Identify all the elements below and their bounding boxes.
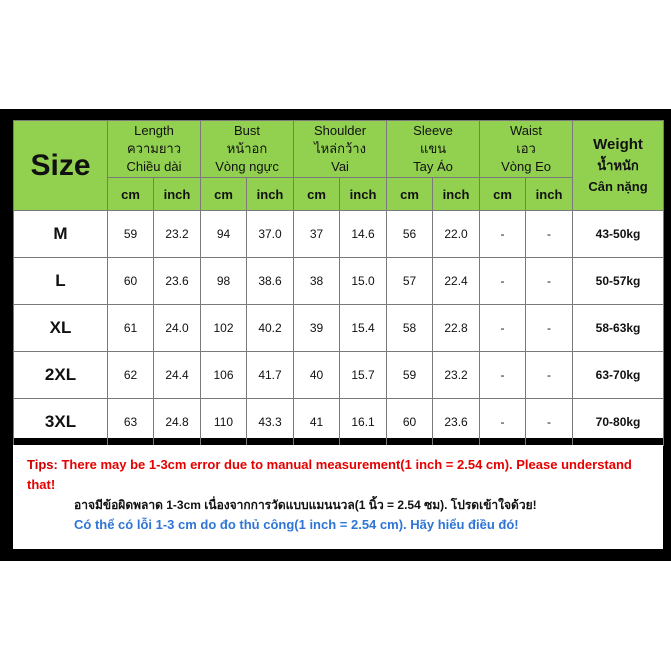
table-row <box>14 211 664 258</box>
measurement-cell: - <box>526 399 573 446</box>
measure-group-header <box>480 121 573 178</box>
measurement-cell: 41.7 <box>247 352 294 399</box>
measure-group-header <box>294 121 387 178</box>
measure-group-th: แขน <box>419 141 447 156</box>
measurement-cell: 14.6 <box>340 211 387 258</box>
measure-group-vi: Vòng ngực <box>215 159 279 174</box>
weight-cell: 43-50kg <box>573 211 664 258</box>
unit-cm-header: cm <box>387 178 433 211</box>
measurement-cell: - <box>480 258 526 305</box>
measurement-cell: 40.2 <box>247 305 294 352</box>
size-chart-table <box>13 120 664 446</box>
measurement-cell: 110 <box>201 399 247 446</box>
measurement-cell: 23.2 <box>433 352 480 399</box>
unit-cm-header: cm <box>294 178 340 211</box>
unit-inch-header: inch <box>340 178 387 211</box>
size-cell: 2XL <box>14 352 108 399</box>
measurement-cell: 23.6 <box>154 258 201 305</box>
tips-label: Tips: <box>27 457 58 472</box>
measurement-cell: 22.8 <box>433 305 480 352</box>
size-cell: XL <box>14 305 108 352</box>
measurement-cell: 98 <box>201 258 247 305</box>
weight-cell: 58-63kg <box>573 305 664 352</box>
measurement-cell: 62 <box>108 352 154 399</box>
tips-english-text: There may be 1-3cm error due to manual measurement(1 inch = 2.54 cm). Please understand that! <box>27 457 632 492</box>
measurement-cell: 37.0 <box>247 211 294 258</box>
measurement-cell: 22.4 <box>433 258 480 305</box>
measurement-cell: 39 <box>294 305 340 352</box>
size-cell: 3XL <box>14 399 108 446</box>
measure-group-th: ไหล่กว้าง <box>314 141 366 156</box>
measure-group-th: หน้าอก <box>226 141 268 156</box>
tips-english-line <box>27 455 649 495</box>
measurement-cell: 59 <box>108 211 154 258</box>
size-cell: M <box>14 211 108 258</box>
measurement-cell: 16.1 <box>340 399 387 446</box>
measurement-cell: 59 <box>387 352 433 399</box>
unit-inch-header: inch <box>154 178 201 211</box>
unit-inch-header: inch <box>247 178 294 211</box>
measurement-cell: 40 <box>294 352 340 399</box>
measure-group-en: Sleeve <box>413 123 453 138</box>
measurement-cell: - <box>480 305 526 352</box>
size-cell: L <box>14 258 108 305</box>
measurement-cell: 24.4 <box>154 352 201 399</box>
weight-header-en: Weight <box>593 136 643 153</box>
measurement-cell: 15.4 <box>340 305 387 352</box>
size-chart-sheet <box>13 120 663 438</box>
measure-group-vi: Tay Áo <box>413 159 453 174</box>
header-row-units <box>14 178 664 211</box>
measure-group-header <box>108 121 201 178</box>
measurement-cell: 58 <box>387 305 433 352</box>
weight-cell: 70-80kg <box>573 399 664 446</box>
weight-header-th: น้ำหนัก <box>597 158 639 173</box>
measurement-cell: 24.8 <box>154 399 201 446</box>
unit-cm-header: cm <box>480 178 526 211</box>
tips-vietnamese-text: Có thể có lỗi 1-3 cm do đo thủ công(1 inch = 2.54 cm). Hãy hiểu điều đó! <box>74 517 519 532</box>
measurement-cell: 23.6 <box>433 399 480 446</box>
measurement-cell: 15.7 <box>340 352 387 399</box>
measurement-cell: 23.2 <box>154 211 201 258</box>
size-column-header: Size <box>14 121 108 211</box>
measurement-cell: - <box>480 211 526 258</box>
measurement-cell: 94 <box>201 211 247 258</box>
weight-cell: 50-57kg <box>573 258 664 305</box>
table-row <box>14 352 664 399</box>
table-row <box>14 258 664 305</box>
tips-thai-text: อาจมีข้อผิดพลาด 1-3cm เนื่องจากการวัดแบบแมนนวล(1 นิ้ว = 2.54 ซม). โปรดเข้าใจด้วย! <box>74 498 537 512</box>
unit-inch-header: inch <box>526 178 573 211</box>
header-row-groups <box>14 121 664 178</box>
measure-group-en: Bust <box>234 123 261 138</box>
measure-group-en: Waist <box>510 123 543 138</box>
measurement-cell: 24.0 <box>154 305 201 352</box>
measurement-cell: 60 <box>108 258 154 305</box>
measurement-cell: 38.6 <box>247 258 294 305</box>
measure-group-th: ความยาว <box>126 141 182 156</box>
measurement-cell: 38 <box>294 258 340 305</box>
measurement-cell: - <box>480 352 526 399</box>
table-row <box>14 305 664 352</box>
measurement-cell: - <box>526 352 573 399</box>
measure-group-header <box>387 121 480 178</box>
measure-group-header <box>201 121 294 178</box>
weight-column-header <box>573 121 664 211</box>
measure-group-en: Length <box>134 123 174 138</box>
unit-cm-header: cm <box>201 178 247 211</box>
weight-header-vi: Cân nặng <box>588 179 648 194</box>
measure-group-en: Shoulder <box>314 123 367 138</box>
measurement-cell: - <box>526 211 573 258</box>
measurement-cell: 63 <box>108 399 154 446</box>
measure-group-vi: Chiều dài <box>126 159 182 174</box>
measurement-cell: 22.0 <box>433 211 480 258</box>
measure-group-vi: Vòng Eo <box>501 159 551 174</box>
measurement-cell: 56 <box>387 211 433 258</box>
tips-box <box>13 445 663 549</box>
measurement-cell: 15.0 <box>340 258 387 305</box>
measurement-cell: - <box>526 258 573 305</box>
measurement-cell: 60 <box>387 399 433 446</box>
unit-inch-header: inch <box>433 178 480 211</box>
measure-group-vi: Vai <box>331 159 349 174</box>
unit-cm-header: cm <box>108 178 154 211</box>
measurement-cell: 102 <box>201 305 247 352</box>
measurement-cell: 43.3 <box>247 399 294 446</box>
measurement-cell: 106 <box>201 352 247 399</box>
measurement-cell: 61 <box>108 305 154 352</box>
weight-cell: 63-70kg <box>573 352 664 399</box>
measurement-cell: - <box>526 305 573 352</box>
measurement-cell: 41 <box>294 399 340 446</box>
measurement-cell: 57 <box>387 258 433 305</box>
measurement-cell: 37 <box>294 211 340 258</box>
table-row <box>14 399 664 446</box>
measurement-cell: - <box>480 399 526 446</box>
measure-group-th: เอว <box>516 141 536 156</box>
